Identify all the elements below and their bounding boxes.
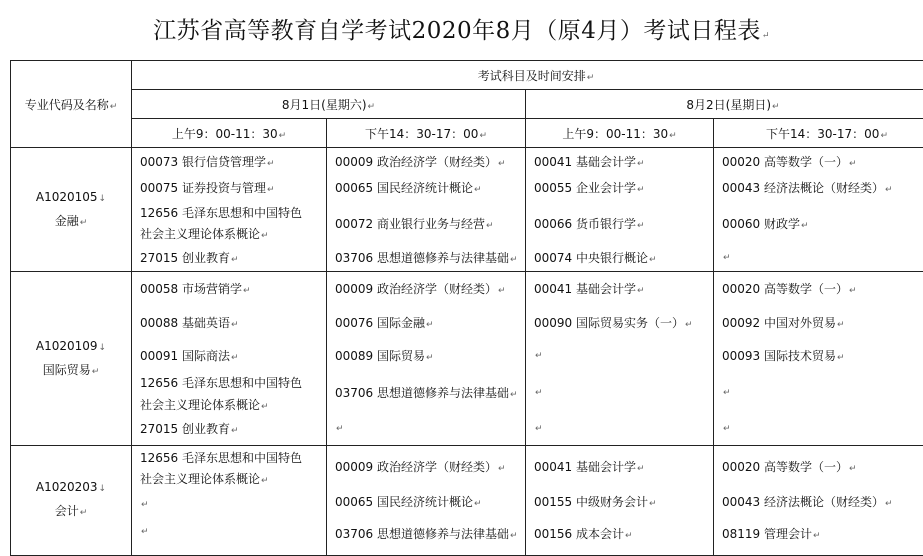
schedule-header: 考试科目及时间安排↵ [132,61,923,90]
course-entry: ↵ [534,384,543,398]
course-entry: ↵ [335,420,344,434]
course-entry: 00075 证券投资与管理↵ [140,179,275,196]
course-entry: 00155 中级财务会计↵ [534,493,657,510]
table-row [11,148,923,272]
course-entry: 00073 银行信贷管理学↵ [140,153,275,170]
course-entry: 00041 基础会计学↵ [534,280,645,297]
major-cell: A1020105↓ 金融↵ [11,148,132,272]
course-entry: 12656 毛泽东思想和中国特色 [140,374,302,391]
course-entry: 03706 思想道德修养与法律基础↵ [335,249,518,266]
course-entry: 00041 基础会计学↵ [534,458,645,475]
course-cell [327,272,526,446]
course-entry: 00091 国际商法↵ [140,347,239,364]
page-title: 江苏省高等教育自学考试2020年8月（原4月）考试日程表↵ [0,12,923,45]
course-entry: 社会主义理论体系概论↵ [140,225,269,242]
day2-morning-header: 上午9：00-11：30↵ [526,119,714,148]
course-cell [327,148,526,272]
course-entry: 00072 商业银行业务与经营↵ [335,215,494,232]
course-entry: 00090 国际贸易实务（一）↵ [534,314,693,331]
course-cell [714,446,923,556]
course-entry: ↵ [534,420,543,434]
course-cell [714,272,923,446]
course-entry: 00020 高等数学（一）↵ [722,458,857,475]
course-entry: 00065 国民经济统计概论↵ [335,179,482,196]
course-entry: 00009 政治经济学（财经类）↵ [335,153,506,170]
course-entry: 00074 中央银行概论↵ [534,249,657,266]
course-entry: 00043 经济法概论（财经类）↵ [722,179,893,196]
course-entry: ↵ [722,384,731,398]
course-entry: ↵ [722,420,731,434]
course-entry: 00093 国际技术贸易↵ [722,347,845,364]
course-entry: 00088 基础英语↵ [140,314,239,331]
course-entry: 00089 国际贸易↵ [335,347,434,364]
major-cell: A1020203↓ 会计↵ [11,446,132,556]
course-entry: 00076 国际金融↵ [335,314,434,331]
course-entry: 00020 高等数学（一）↵ [722,280,857,297]
course-cell [327,446,526,556]
course-entry: 27015 创业教育↵ [140,249,239,266]
course-entry: 03706 思想道德修养与法律基础↵ [335,384,518,401]
course-entry: 03706 思想道德修养与法律基础↵ [335,525,518,542]
day1-header: 8月1日(星期六)↵ [132,90,526,119]
course-entry: 00058 市场营销学↵ [140,280,251,297]
course-entry: 00009 政治经济学（财经类）↵ [335,458,506,475]
course-entry: 12656 毛泽东思想和中国特色 [140,449,302,466]
course-entry: 00066 货币银行学↵ [534,215,645,232]
paragraph-mark-icon: ↵ [762,31,770,41]
course-entry: 12656 毛泽东思想和中国特色 [140,204,302,221]
course-entry: 27015 创业教育↵ [140,420,239,437]
course-entry: 00092 中国对外贸易↵ [722,314,845,331]
table-row [11,272,923,446]
exam-schedule-table [10,60,923,556]
course-entry: ↵ [140,496,149,510]
course-cell [526,446,714,556]
course-entry: 社会主义理论体系概论↵ [140,396,269,413]
course-cell [132,446,327,556]
course-entry: ↵ [534,347,543,361]
course-entry: 00055 企业会计学↵ [534,179,645,196]
course-entry: 00041 基础会计学↵ [534,153,645,170]
course-cell [526,272,714,446]
course-entry: 00020 高等数学（一）↵ [722,153,857,170]
major-column-header: 专业代码及名称↵ [11,61,132,148]
day2-afternoon-header: 下午14：30-17：00↵ [714,119,923,148]
course-entry: ↵ [722,249,731,263]
course-entry: 00043 经济法概论（财经类）↵ [722,493,893,510]
day2-header: 8月2日(星期日)↵ [526,90,923,119]
course-cell [132,272,327,446]
course-cell [132,148,327,272]
course-entry: 00065 国民经济统计概论↵ [335,493,482,510]
course-entry: 08119 管理会计↵ [722,525,821,542]
course-entry: 00009 政治经济学（财经类）↵ [335,280,506,297]
course-entry: 00156 成本会计↵ [534,525,633,542]
day1-afternoon-header: 下午14：30-17：00↵ [327,119,526,148]
course-entry: ↵ [140,523,149,537]
course-cell [526,148,714,272]
table-row [11,446,923,556]
major-cell: A1020109↓ 国际贸易↵ [11,272,132,446]
day1-morning-header: 上午9：00-11：30↵ [132,119,327,148]
course-cell [714,148,923,272]
course-entry: 社会主义理论体系概论↵ [140,470,269,487]
course-entry: 00060 财政学↵ [722,215,809,232]
